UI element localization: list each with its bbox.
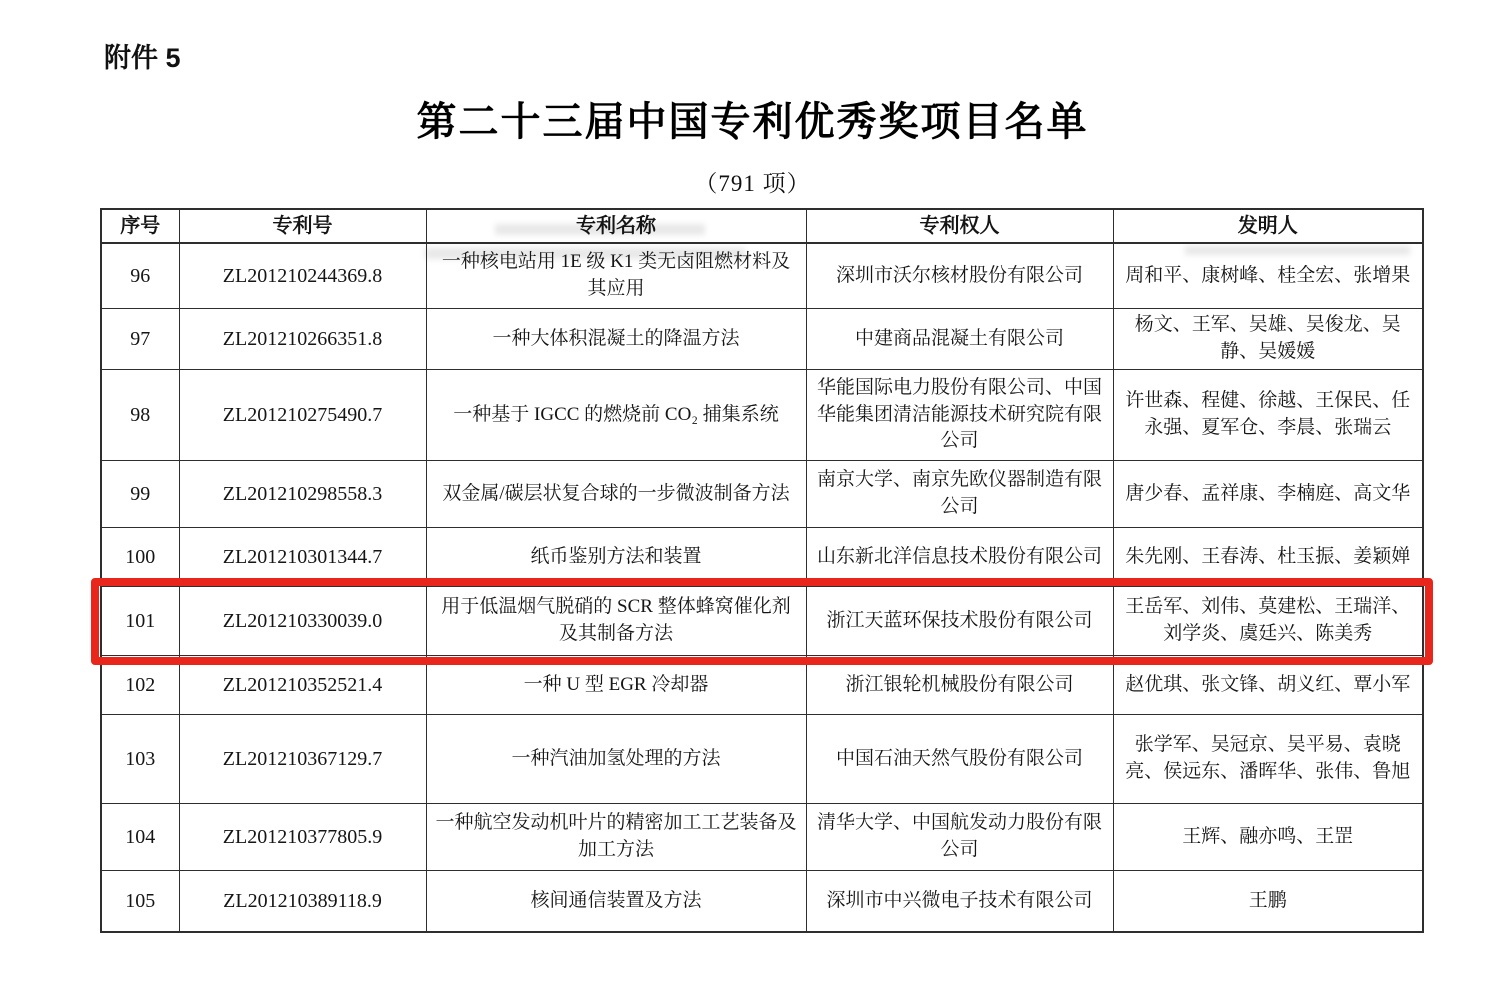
cell-serial-no: 105 [101, 871, 179, 933]
cell-patentee: 中国石油天然气股份有限公司 [806, 715, 1113, 804]
item-count-subtitle: （791 项） [694, 171, 811, 196]
cell-inventors: 周和平、康树峰、桂全宏、张增果 [1113, 243, 1423, 309]
table-row [101, 656, 1423, 715]
patent-award-table [100, 208, 1424, 933]
table-row [101, 715, 1423, 804]
cell-patent-name: 核间通信装置及方法 [426, 871, 806, 933]
cell-patent-number: ZL201210275490.7 [179, 370, 426, 461]
cell-serial-no: 99 [101, 461, 179, 528]
cell-serial-no: 96 [101, 243, 179, 309]
table-row [101, 804, 1423, 871]
cell-patentee: 中建商品混凝土有限公司 [806, 309, 1113, 370]
cell-patent-number: ZL201210352521.4 [179, 656, 426, 715]
cell-serial-no: 97 [101, 309, 179, 370]
cell-patent-name: 一种汽油加氢处理的方法 [426, 715, 806, 804]
cell-serial-no: 100 [101, 528, 179, 587]
cell-inventors: 张学军、吴冠京、吴平易、袁晓亮、侯远东、潘晖华、张伟、鲁旭 [1113, 715, 1423, 804]
cell-patentee: 南京大学、南京先欧仪器制造有限公司 [806, 461, 1113, 528]
table-row [101, 461, 1423, 528]
cell-patent-name: 一种 U 型 EGR 冷却器 [426, 656, 806, 715]
patent-award-table-wrap [100, 208, 1424, 933]
column-header-patent-number: 专利号 [179, 209, 426, 243]
table-row [101, 309, 1423, 370]
cell-serial-no: 101 [101, 587, 179, 656]
cell-patentee: 华能国际电力股份有限公司、中国华能集团清洁能源技术研究院有限公司 [806, 370, 1113, 461]
cell-patent-name: 一种基于 IGCC 的燃烧前 CO₂ 捕集系统 [426, 370, 806, 461]
cell-patent-name: 用于低温烟气脱硝的 SCR 整体蜂窝催化剂及其制备方法 [426, 587, 806, 656]
cell-inventors: 赵优琪、张文锋、胡义红、覃小军 [1113, 656, 1423, 715]
cell-patentee: 浙江银轮机械股份有限公司 [806, 656, 1113, 715]
cell-patent-name: 一种大体积混凝土的降温方法 [426, 309, 806, 370]
table-row [101, 587, 1423, 656]
column-header-serial-no: 序号 [101, 209, 179, 243]
table-row [101, 370, 1423, 461]
table-row [101, 871, 1423, 933]
cell-patent-number: ZL201210298558.3 [179, 461, 426, 528]
cell-patentee: 山东新北洋信息技术股份有限公司 [806, 528, 1113, 587]
cell-inventors: 唐少春、孟祥康、李楠庭、高文华 [1113, 461, 1423, 528]
cell-patent-number: ZL201210244369.8 [179, 243, 426, 309]
column-header-patentee: 专利权人 [806, 209, 1113, 243]
cell-patentee: 深圳市中兴微电子技术有限公司 [806, 871, 1113, 933]
cell-inventors: 杨文、王军、吴雄、吴俊龙、吴静、吴媛媛 [1113, 309, 1423, 370]
cell-patent-number: ZL201210266351.8 [179, 309, 426, 370]
cell-patentee: 深圳市沃尔核材股份有限公司 [806, 243, 1113, 309]
table-row [101, 243, 1423, 309]
cell-serial-no: 102 [101, 656, 179, 715]
cell-patentee: 清华大学、中国航发动力股份有限公司 [806, 804, 1113, 871]
cell-inventors: 许世森、程健、徐越、王保民、任永强、夏军仓、李晨、张瑞云 [1113, 370, 1423, 461]
cell-patent-name: 双金属/碳层状复合球的一步微波制备方法 [426, 461, 806, 528]
column-header-patent-name: 专利名称 [426, 209, 806, 243]
column-header-inventors: 发明人 [1113, 209, 1423, 243]
cell-patent-name: 一种航空发动机叶片的精密加工工艺装备及加工方法 [426, 804, 806, 871]
attachment-label: 附件 5 [104, 43, 181, 73]
cell-inventors: 王辉、融亦鸣、王罡 [1113, 804, 1423, 871]
cell-patent-name: 纸币鉴别方法和装置 [426, 528, 806, 587]
cell-patent-number: ZL201210389118.9 [179, 871, 426, 933]
cell-patent-number: ZL201210330039.0 [179, 587, 426, 656]
cell-patent-number: ZL201210301344.7 [179, 528, 426, 587]
cell-patent-number: ZL201210377805.9 [179, 804, 426, 871]
table-header-row [101, 209, 1423, 243]
cell-patent-number: ZL201210367129.7 [179, 715, 426, 804]
cell-serial-no: 98 [101, 370, 179, 461]
cell-serial-no: 104 [101, 804, 179, 871]
page-title: 第二十三届中国专利优秀奖项目名单 [416, 100, 1089, 144]
cell-inventors: 王鹏 [1113, 871, 1423, 933]
cell-inventors: 王岳军、刘伟、莫建松、王瑞洋、刘学炎、虞廷兴、陈美秀 [1113, 587, 1423, 656]
cell-patent-name: 一种核电站用 1E 级 K1 类无卤阻燃材料及其应用 [426, 243, 806, 309]
table-row [101, 528, 1423, 587]
cell-serial-no: 103 [101, 715, 179, 804]
cell-patentee: 浙江天蓝环保技术股份有限公司 [806, 587, 1113, 656]
cell-inventors: 朱先刚、王春涛、杜玉振、姜颖婵 [1113, 528, 1423, 587]
